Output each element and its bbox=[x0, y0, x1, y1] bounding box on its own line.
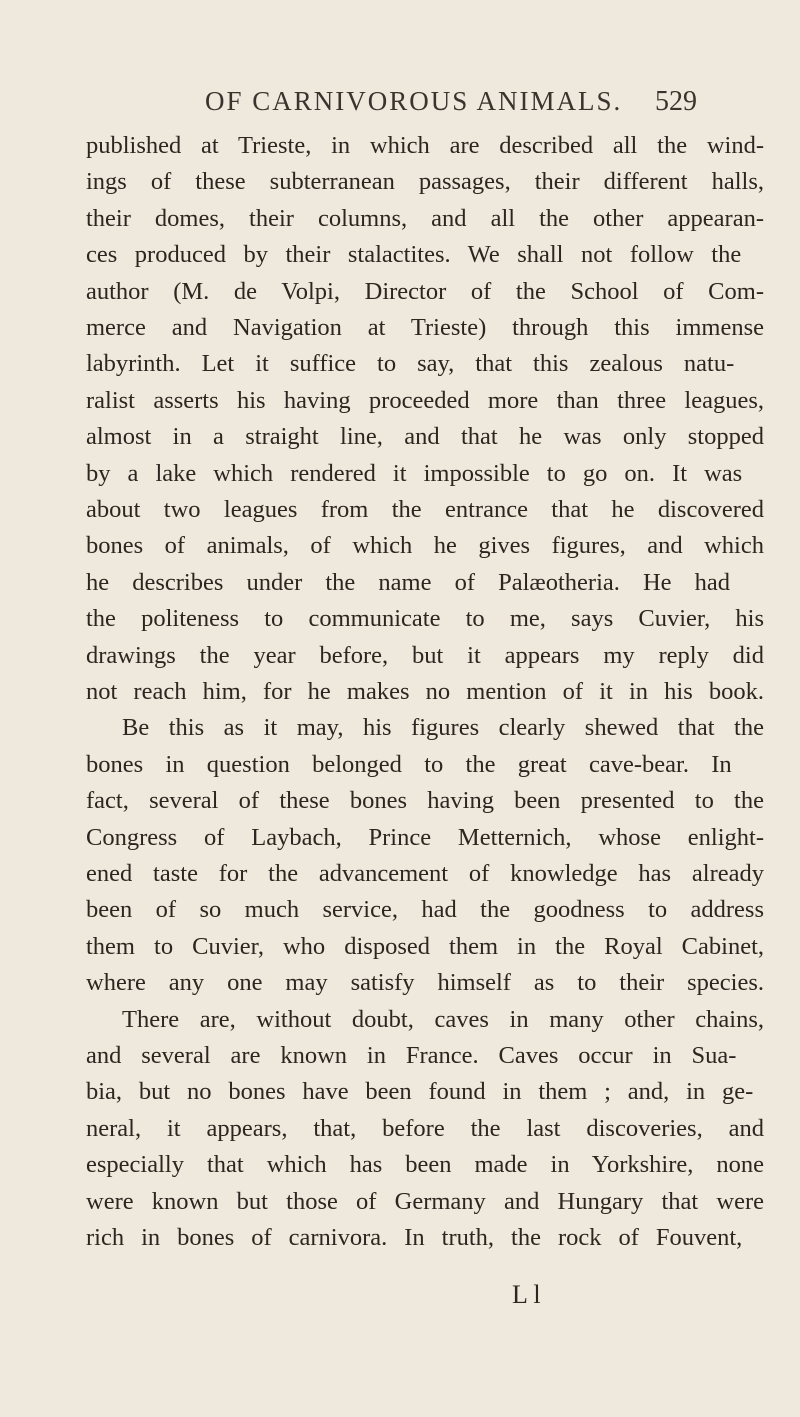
text-line-content: bones of animals, of which he gives figures, and which bbox=[86, 532, 764, 560]
text-line-content: been of so much service, had the goodness to address bbox=[86, 896, 764, 924]
text-line-content: Be this as it may, his figures clearly shewed that the bbox=[122, 714, 764, 742]
text-line-content: neral, it appears, that, before the last discoveries, and bbox=[86, 1114, 764, 1142]
text-line-content: published at Trieste, in which are described all the wind- bbox=[86, 132, 764, 159]
text-line bbox=[0, 969, 800, 1004]
text-line bbox=[0, 787, 800, 822]
text-line bbox=[0, 714, 800, 749]
text-line bbox=[0, 824, 800, 859]
text-line-content: especially that which has been made in Yorkshire, none bbox=[86, 1151, 764, 1179]
text-line bbox=[0, 569, 800, 604]
text-line-content: ings of these subterranean passages, their different halls, bbox=[86, 168, 764, 196]
text-line bbox=[0, 496, 800, 531]
text-line bbox=[0, 460, 800, 495]
text-line bbox=[0, 132, 800, 167]
text-line bbox=[0, 933, 800, 968]
text-line bbox=[0, 1151, 800, 1186]
text-line bbox=[0, 1078, 800, 1113]
text-line bbox=[0, 1006, 800, 1041]
text-line-content: merce and Navigation at Trieste) through this immense bbox=[86, 314, 764, 341]
text-line bbox=[0, 314, 800, 349]
text-line bbox=[0, 1042, 800, 1077]
text-line-content: author (M. de Volpi, Director of the School of Com- bbox=[86, 277, 764, 305]
signature-mark: L l bbox=[512, 1280, 541, 1309]
text-line-content: and several are known in France. Caves occur in Sua- bbox=[86, 1042, 737, 1069]
text-line bbox=[0, 678, 800, 713]
text-line-content: fact, several of these bones having been presented to the bbox=[86, 787, 764, 815]
text-line-content: Congress of Laybach, Prince Metternich, whose enlight- bbox=[86, 823, 764, 851]
text-line-content: ces produced by their stalactites. We shall not follow the bbox=[86, 241, 742, 269]
text-line bbox=[0, 423, 800, 458]
page-header bbox=[0, 86, 800, 126]
text-line bbox=[0, 205, 800, 240]
text-line bbox=[0, 241, 800, 276]
text-line bbox=[0, 1115, 800, 1150]
text-line-content: not reach him, for he makes no mention of it in his book. bbox=[86, 678, 764, 705]
text-line bbox=[0, 605, 800, 640]
text-line bbox=[0, 896, 800, 931]
text-line-content: about two leagues from the entrance that he discovered bbox=[86, 496, 764, 523]
text-line-content: their domes, their columns, and all the other appearan- bbox=[86, 204, 764, 232]
text-line bbox=[0, 278, 800, 313]
text-line-content: labyrinth. Let it suffice to say, that this zealous natu- bbox=[86, 350, 735, 378]
text-line bbox=[0, 168, 800, 203]
text-line-content: where any one may satisfy himself as to their species. bbox=[86, 969, 764, 997]
text-line-content: he describes under the name of Palæotheria. He had bbox=[86, 568, 731, 596]
text-line-content: rich in bones of carnivora. In truth, the rock of Fouvent, bbox=[86, 1224, 743, 1251]
text-line-content: them to Cuvier, who disposed them in the Royal Cabinet, bbox=[86, 932, 764, 960]
text-line-content: by a lake which rendered it impossible to go on. It was bbox=[86, 459, 743, 487]
text-line-content: ened taste for the advancement of knowledge has already bbox=[86, 860, 764, 887]
text-line-content: drawings the year before, but it appears my reply did bbox=[86, 641, 764, 669]
text-line-content: bones in question belonged to the great cave-bear. In bbox=[86, 750, 732, 778]
text-line bbox=[0, 860, 800, 895]
text-line-content: almost in a straight line, and that he was only stopped bbox=[86, 423, 764, 451]
text-line bbox=[0, 387, 800, 422]
running-title: OF CARNIVOROUS ANIMALS. bbox=[205, 86, 623, 116]
text-line bbox=[0, 1188, 800, 1223]
text-line-content: bia, but no bones have been found in them ; and, in ge- bbox=[86, 1078, 754, 1106]
text-line-content: the politeness to communicate to me, says Cuvier, his bbox=[86, 605, 764, 633]
text-line bbox=[0, 1224, 800, 1259]
text-line bbox=[0, 751, 800, 786]
text-line-content: ralist asserts his having proceeded more than three leagues, bbox=[86, 386, 764, 414]
text-line bbox=[0, 350, 800, 385]
text-line-content: There are, without doubt, caves in many other chains, bbox=[122, 1005, 764, 1033]
text-line-content: were known but those of Germany and Hungary that were bbox=[86, 1187, 764, 1215]
text-line bbox=[0, 642, 800, 677]
page-number: 529 bbox=[655, 86, 697, 117]
text-line bbox=[0, 532, 800, 567]
